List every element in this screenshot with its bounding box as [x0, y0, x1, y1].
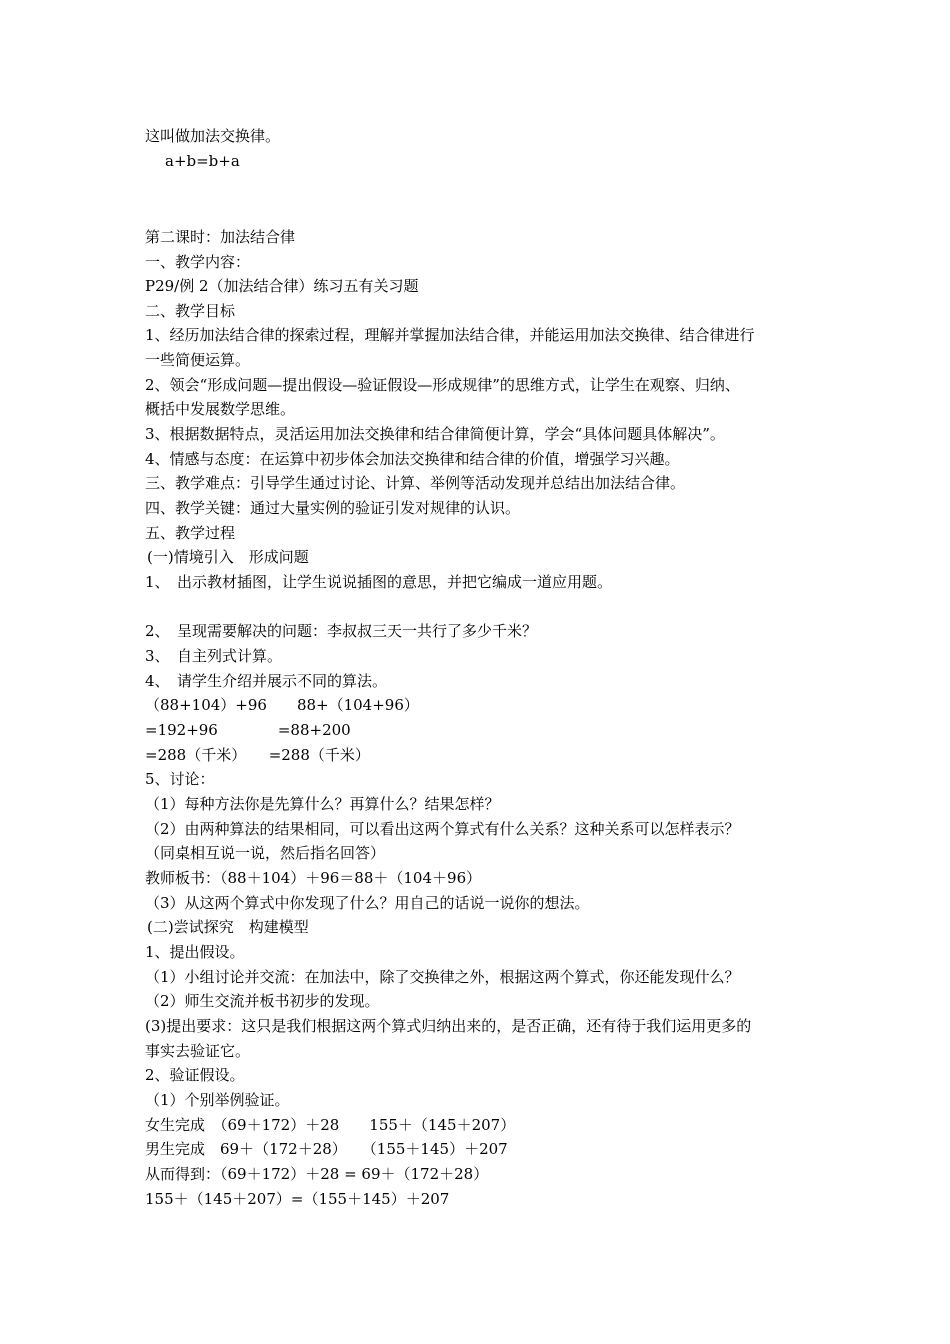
text-line: 事实去验证它。	[145, 1042, 251, 1060]
text-line: 2、 呈现需要解决的问题：李叔叔三天一共行了多少千米？	[145, 622, 538, 640]
text-line: 这叫做加法交换律。	[145, 127, 281, 145]
text-line: （同桌相互说一说，然后指名回答）	[145, 844, 386, 862]
text-line: 5、讨论：	[145, 770, 215, 788]
formula-line: a+b=b+a	[165, 152, 240, 170]
text-line: （2）师生交流并板书初步的发现。	[145, 992, 380, 1010]
formula-line: =192+96 =88+200	[145, 721, 351, 739]
text-line: 3、 自主列式计算。	[145, 647, 283, 665]
text-line: （1）小组讨论并交流：在加法中，除了交换律之外，根据这两个算式，你还能发现什么？	[145, 968, 740, 986]
text-line: 四、教学关键：通过大量实例的验证引发对规律的认识。	[145, 499, 521, 517]
formula-line: （88+104）+96 88+（104+96）	[145, 696, 419, 714]
text-line: （1）每种方法你是先算什么？再算什么？结果怎样？	[145, 795, 500, 813]
subsection-heading: (二)尝试探究 构建模型	[147, 918, 309, 936]
text-line: 1、提出假设。	[145, 943, 245, 961]
lesson-title: 第二课时：加法结合律	[145, 228, 296, 246]
text-line: （3）从这两个算式中你发现了什么？用自己的话说一说你的想法。	[145, 894, 590, 912]
formula-line: 女生完成 （69＋172）＋28 155＋（145＋207）	[145, 1116, 516, 1134]
formula-line: 从而得到：（69＋172）＋28 = 69＋（172＋28）	[145, 1165, 489, 1183]
text-line: 1、 出示教材插图，让学生说说插图的意思，并把它编成一道应用题。	[145, 573, 613, 591]
section-heading: 一、教学内容：	[145, 253, 251, 271]
text-line: 3、根据数据特点，灵活运用加法交换律和结合律简便计算，学会“具体问题具体解决”。	[145, 425, 725, 443]
text-line: （1）个别举例验证。	[145, 1091, 290, 1109]
text-line: (3)提出要求：这只是我们根据这两个算式归纳出来的，是否正确，还有待于我们运用更多的	[145, 1017, 752, 1035]
text-line: 2、验证假设。	[145, 1066, 245, 1084]
text-line: 1、经历加法结合律的探索过程，理解并掌握加法结合律，并能运用加法交换律、结合律进行	[145, 326, 755, 344]
text-line: P29/例 2（加法结合律）练习五有关习题	[145, 277, 419, 295]
section-heading: 二、教学目标	[145, 302, 236, 320]
text-line: 4、情感与态度：在运算中初步体会加法交换律和结合律的价值，增强学习兴趣。	[145, 450, 680, 468]
subsection-heading: (一)情境引入 形成问题	[147, 548, 309, 566]
text-line: 4、 请学生介绍并展示不同的算法。	[145, 672, 388, 690]
text-line: 2、领会“形成问题—提出假设—验证假设—形成规律”的思维方式，让学生在观察、归纳、	[145, 376, 740, 394]
formula-line: 男生完成 69＋（172＋28） （155＋145）＋207	[145, 1140, 508, 1158]
text-line: 概括中发展数学思维。	[145, 400, 296, 418]
section-heading: 五、教学过程	[145, 524, 236, 542]
text-line: （2）由两种算法的结果相同，可以看出这两个算式有什么关系？这种关系可以怎样表示？	[145, 820, 740, 838]
formula-line: 155＋（145＋207）=（155＋145）＋207	[145, 1190, 450, 1208]
text-line: 三、教学难点：引导学生通过讨论、计算、举例等活动发现并总结出加法结合律。	[145, 474, 686, 492]
text-line: 一些简便运算。	[145, 351, 251, 369]
formula-line: =288（千米） =288（千米）	[145, 746, 370, 764]
board-note: 教师板书：（88＋104）＋96＝88＋（104＋96）	[145, 869, 482, 887]
